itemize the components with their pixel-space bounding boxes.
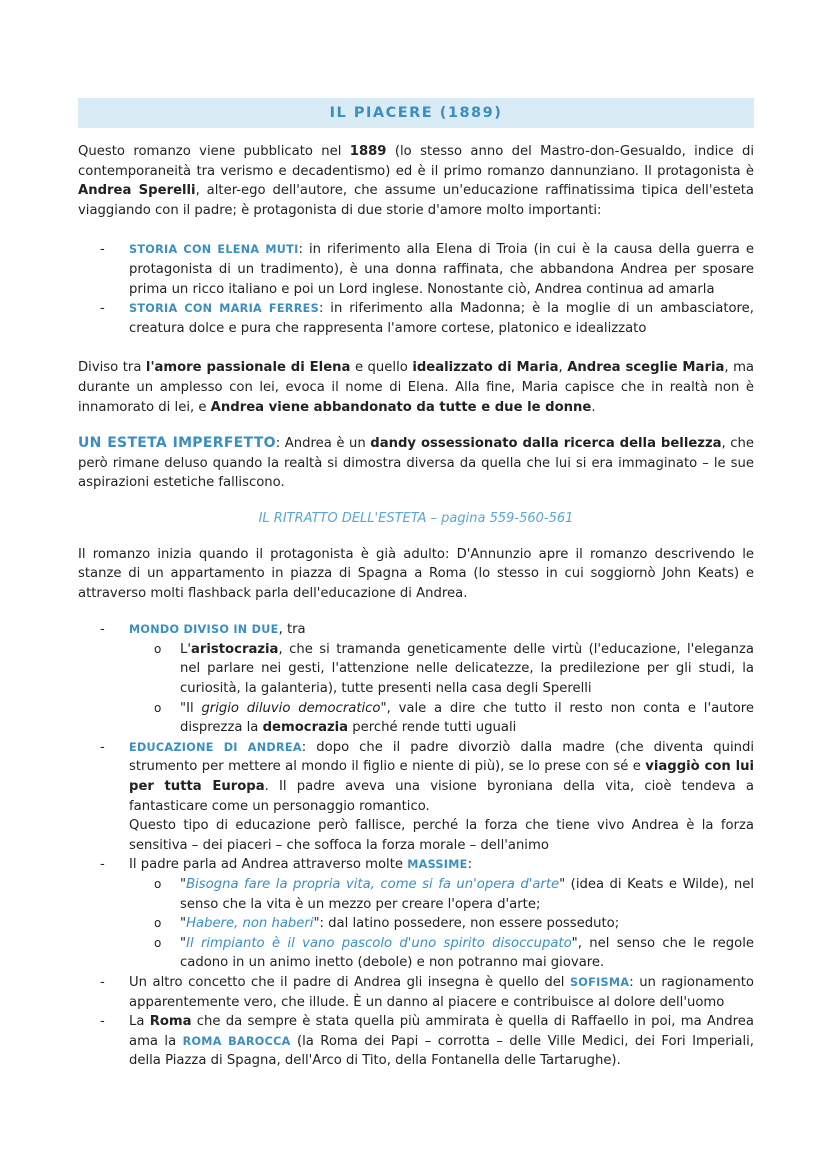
bold-text: 1889 [349,144,387,159]
section-subtitle: IL RITRATTO DELL'ESTETA – pagina 559-560-561 [258,510,574,526]
text: e quello [350,360,413,376]
text: che da sempre è stata quella più ammirata è quella di Raffaello in poi, ma Andrea ama la [129,1014,754,1049]
text: perché rende tutti uguali [348,720,517,736]
bold-text: Andrea Sperelli [78,183,196,199]
text: Un altro concetto che il padre di Andrea gli insegna è quello del [129,974,570,990]
sub-list [129,640,754,738]
list-item [78,1012,754,1071]
bold-text: aristocrazia [190,641,279,657]
story-heading: STORIA CON ELENA MUTI [129,243,299,257]
text: , alter-ego dell'autore, che assume un'educazione raffinatissima tipica dell'esteta viaggiando con il padre; è protagonista di due storie d'amore molto importanti: [78,183,754,218]
text: Questo tipo di educazione però fallisce, perché la forza che tiene vivo Andrea è la forza sensitiva – dei piaceri – che soffoca la forza morale – dell'animo [129,818,754,853]
text: (la Roma dei Papi – corrotta – delle Ville Medici, dei Fori Imperiali, della Piazza di Spagna, dell'Arco di Tito, della Fontanella delle Tartarughe). [129,1033,754,1069]
bold-text: democrazia [262,720,349,736]
text: (lo stesso anno del Mastro-don-Gesualdo, indice di contemporaneità tra verismo e decadentismo) ed è il primo romanzo dannunziano. Il protagonista è [78,144,754,179]
quote-text: Habere, non haberi [186,916,314,932]
text: ", nel senso che le regole cadono in un animo inetto (debole) e non potranno mai giovare. [180,935,754,971]
bold-text: Andrea viene abbandonato da tutte e due le donne [210,399,592,415]
text: ", vale a dire che tutto il resto non conta e l'autore disprezza la [180,700,755,736]
item-heading: MONDO DIVISO IN DUE [129,623,279,637]
text: : dopo che il padre divorziò dalla madre (che diventa quindi strumento per mettere al mondo il figlio e niente di più), se lo prese con sé e [129,739,755,775]
text: , che però rimane deluso quando la realtà si dimostra diversa da quella che lui si era immaginato – le sue aspirazioni estetiche falliscono. [78,436,754,491]
text: : un ragionamento apparentemente vero, che illude. È un danno al piacere e contribuisce al dolore dell'uomo [129,974,754,1010]
sub-list [129,875,754,973]
bold-text: idealizzato di Maria [412,360,559,376]
esteta-paragraph [78,434,754,493]
stories-list [78,240,754,338]
list-item [78,620,754,738]
quote-text: Il rimpianto è il vano pascolo d'uno spirito disoccupato [186,935,572,951]
text: " [180,916,187,932]
document-page [78,98,754,1071]
bold-text: dandy ossessionato dalla ricerca della bellezza [370,436,722,452]
sub-list-item [129,934,754,973]
sub-list-item [129,640,754,699]
story-heading: STORIA CON MARIA FERRES [129,302,319,316]
diviso-paragraph [78,358,754,417]
bold-text: Roma [149,1014,192,1030]
text: . [591,399,596,415]
bold-text: viaggiò con lui per tutta Europa [129,759,755,795]
document-title: IL PIACERE (1889) [78,98,754,128]
item-heading: ROMA BAROCCA [182,1034,291,1048]
item-heading: MASSIME [407,858,468,872]
text: Il padre parla ad Andrea attraverso molte [129,857,408,873]
text: " (idea di Keats e Wilde), nel senso che la vita è un mezzo per creare l'opera d'arte; [180,877,754,912]
section-heading: UN ESTETA IMPERFETTO [78,435,276,452]
item-heading: EDUCAZIONE DI ANDREA [129,740,302,754]
bold-text: Andrea sceglie Maria [567,360,725,376]
sub-list-item [129,914,754,934]
text: " [180,935,187,951]
italic-text: grigio diluvio democratico [201,700,381,716]
sub-list-item [129,699,754,738]
text: . Il padre aveva una visione byroniana della vita, cioè tendeva a fantasticare come un personaggio romantico. [129,779,754,814]
item-heading: SOFISMA [569,975,630,989]
text: : in riferimento alla Elena di Troia (in cui è la causa della guerra e protagonista di un tradimento), è una donna raffinata, che abbandona Andrea per sposare prima un ricco italiano e poi un Lord inglese. Nonostante ciò, Andrea continua ad amarla [129,242,754,297]
intro-paragraph [78,142,754,220]
list-item [78,240,754,299]
text: "Il [180,700,202,716]
text: Questo romanzo viene pubblicato nel [78,144,350,159]
text: , che si tramanda geneticamente delle virtù (l'educazione, l'eleganza nel parlare nei gesti, l'attenzione nelle delicatezze, la predilezione per gli studi, la curiosità, la galanteria), tutte presenti nella casa degli Sperelli [180,641,754,697]
romanzo-paragraph: Il romanzo inizia quando il protagonista è già adulto: D'Annunzio apre il romanzo descrivendo le stanze di un appartamento in piazza di Spagna a Roma (lo stesso in cui soggiornò John Keats) e attraverso molti flashback parla dell'educazione di Andrea. [78,546,754,601]
text: " [180,877,187,892]
bold-text: l'amore passionale di Elena [145,360,351,376]
list-item [78,299,754,338]
text: : [467,857,473,873]
sub-list-item [129,875,754,914]
main-list [78,620,754,1071]
list-item [78,855,754,973]
text: , ma durante un amplesso con lei, evoca il nome di Elena. Alla fine, Maria capisce che in realtà non è innamorato di lei, e [78,360,754,415]
quote-text: Bisogna fare la propria vita, come si fa un'opera d'arte [186,877,560,892]
text: : in riferimento alla Madonna; è la moglie di un ambasciatore, creatura dolce e pura che rappresenta l'amore cortese, platonico e idealizzato [129,301,754,336]
text: : Andrea è un [275,436,371,452]
text: La [129,1014,150,1030]
text: Diviso tra [78,360,146,376]
text: L' [180,641,191,657]
text: , tra [278,622,306,638]
text: , [558,360,568,376]
list-item [78,738,754,856]
text: ": dal latino possedere, non essere posseduto; [313,916,620,932]
list-item [78,973,754,1012]
